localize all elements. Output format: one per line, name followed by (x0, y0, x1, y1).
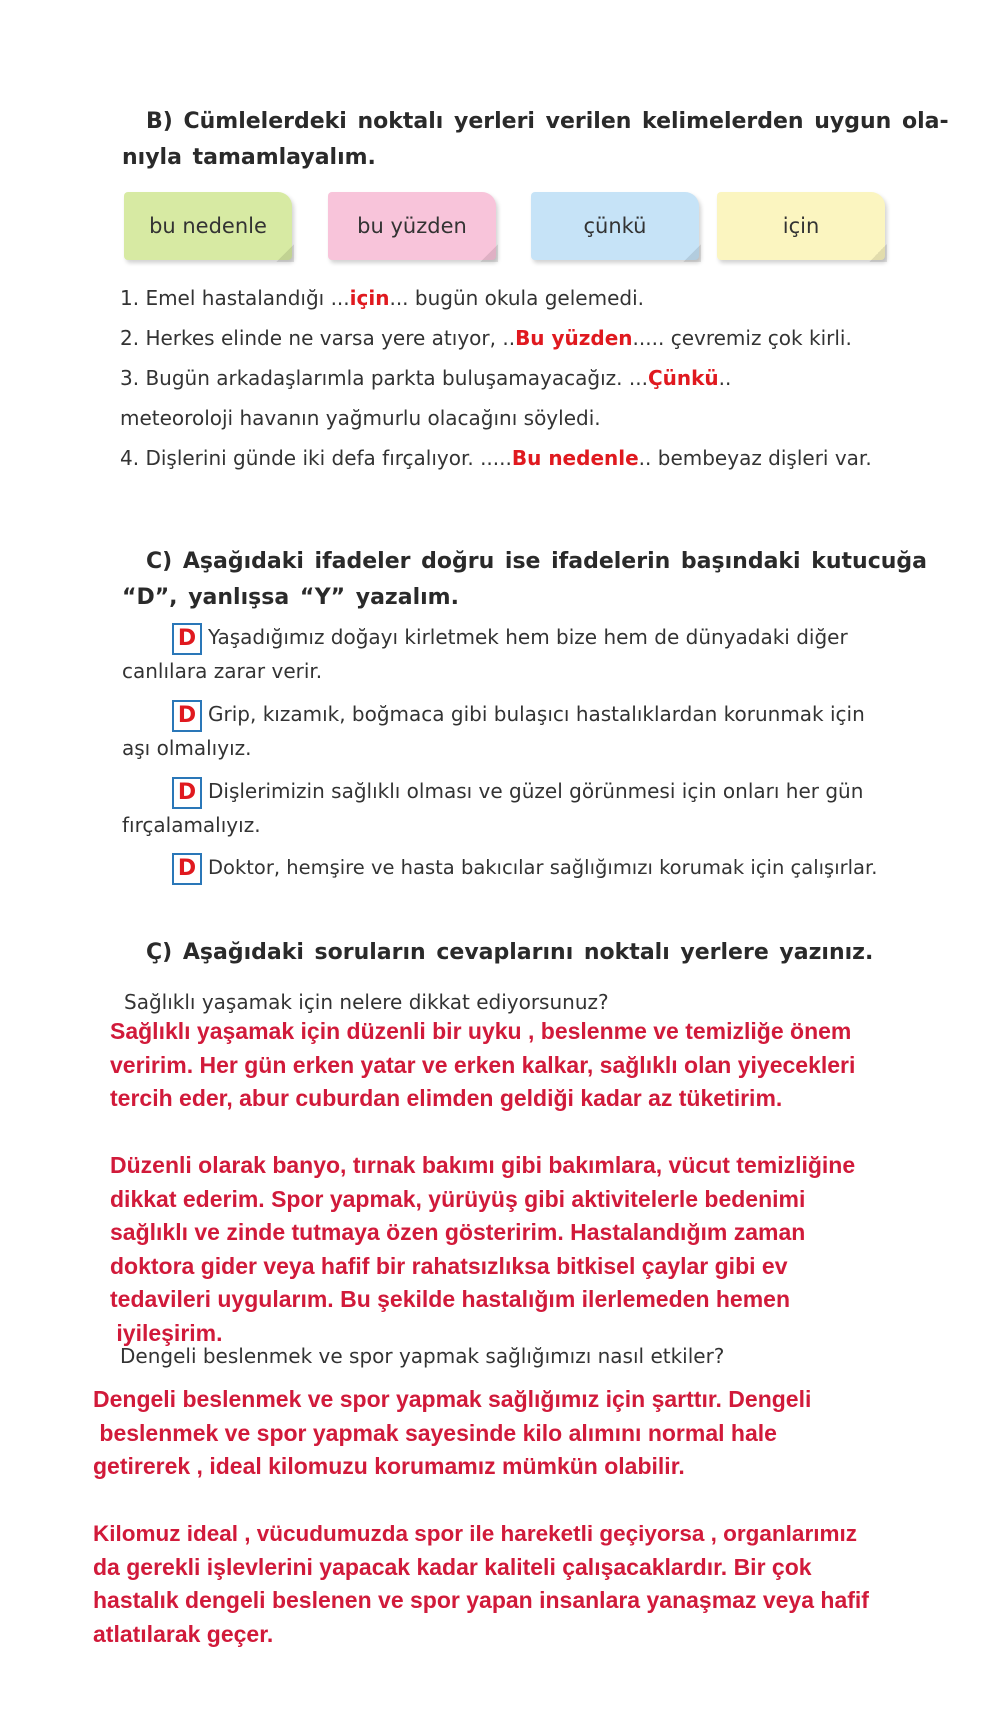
item-text: meteoroloji havanın yağmurlu olacağını söyledi. (120, 406, 601, 430)
fill-item-4 (120, 438, 872, 478)
question-2: Dengeli beslenmek ve spor yapmak sağlığımızı nasıl etkiler? (120, 1344, 725, 1368)
item-text: .. bembeyaz dişleri var. (638, 446, 872, 470)
statement-text: Dişlerimizin sağlıklı olması ve güzel görünmesi için onları her gün (208, 779, 864, 803)
word-note-bu-nedenle (124, 192, 292, 260)
answer-line: getirerek , ideal kilomuzu korumamız mümkün olabilir. (93, 1453, 685, 1479)
answer-line: dikkat ederim. Spor yapmak, yürüyüş gibi aktivitelerle bedenimi (110, 1185, 806, 1212)
word-note-bu-yuzden (328, 192, 496, 260)
tf-item-3 (172, 771, 863, 811)
item-text: ..... çevremiz çok kirli. (632, 326, 852, 350)
answer-line: sağlıklı ve zinde tutmaya özen gösteririm. Hastalandığım zaman (110, 1219, 806, 1245)
tf-item-1-cont: canlılara zarar verir. (122, 659, 323, 683)
section-cc-heading: Ç) Aşağıdaki soruların cevaplarını noktalı yerlere yazınız. (146, 940, 874, 965)
tf-item-2 (172, 694, 865, 734)
question-1: Sağlıklı yaşamak için nelere dikkat ediyorsunuz? (124, 990, 609, 1014)
answer-box[interactable]: D (172, 700, 202, 732)
answer-line: doktora gider veya hafif bir rahatsızlıksa bitkisel çaylar gibi ev (110, 1252, 788, 1279)
answer-line: Kilomuz ideal , vücudumuzda spor ile hareketli geçiyorsa , organlarımız (93, 1521, 857, 1546)
section-b-items (120, 278, 872, 478)
item-text: 1. Emel hastalandığı ... (120, 286, 350, 310)
answer-line: da gerekli işlevlerini yapacak kadar kaliteli çalışacaklardır. Bir çok (93, 1553, 812, 1580)
section-c-heading-line2: “D”, yanlışsa “Y” yazalım. (122, 585, 459, 610)
answer-line: beslenmek ve spor yapmak sayesinde kilo alımını normal hale (93, 1419, 777, 1446)
item-text: .. (718, 366, 732, 390)
answer-1 (110, 1015, 855, 1350)
answer-line: tedavileri uygularım. Bu şekilde hastalığım ilerlemeden hemen (110, 1286, 791, 1312)
filled-answer: Bu nedenle (511, 446, 639, 470)
answer-line: Dengeli beslenmek ve spor yapmak sağlığımız için şarttır. Dengeli (93, 1386, 812, 1412)
filled-answer: Bu yüzden (515, 326, 633, 350)
word-note-cunku (531, 192, 699, 260)
answer-line: hastalık dengeli beslenen ve spor yapan insanlara yanaşmaz veya hafif (93, 1587, 869, 1613)
answer-line (110, 1116, 855, 1150)
answer-box[interactable]: D (172, 853, 202, 885)
item-text: 2. Herkes elinde ne varsa yere atıyor, .. (120, 326, 516, 350)
section-b-heading-line1: B) Cümlelerdeki noktalı yerleri verilen kelimelerden uygun ola- (146, 109, 949, 134)
answer-line: tercih eder, abur cuburdan elimden geldiği kadar az tüketirim. (110, 1085, 783, 1111)
section-c-heading-line1: C) Aşağıdaki ifadeler doğru ise ifadelerin başındaki kutucuğa (146, 549, 928, 574)
statement-text: Yaşadığımız doğayı kirletmek hem bize hem de dünyadaki diğer (208, 625, 848, 649)
answer-box[interactable]: D (172, 623, 202, 655)
item-text: ... bugün okula gelemedi. (389, 286, 644, 310)
fill-item-2 (120, 318, 872, 358)
word-note-label: bu nedenle (149, 214, 267, 238)
tf-item-3-cont: fırçalamalıyız. (122, 813, 261, 837)
item-text: 4. Dişlerini günde iki defa fırçalıyor. ..... (120, 446, 512, 470)
fill-item-3 (120, 358, 872, 398)
answer-line (93, 1484, 869, 1518)
item-text: 3. Bugün arkadaşlarımla parkta buluşamayacağız. ... (120, 366, 648, 390)
fill-item-1 (120, 278, 872, 318)
answer-line: Düzenli olarak banyo, tırnak bakımı gibi bakımlara, vücut temizliğine (110, 1152, 856, 1178)
statement-text: Doktor, hemşire ve hasta bakıcılar sağlığımızı korumak için çalışırlar. (208, 856, 878, 879)
statement-text: Grip, kızamık, boğmaca gibi bulaşıcı hastalıklardan korunmak için (208, 702, 865, 726)
word-note-label: bu yüzden (357, 214, 467, 238)
word-note-label: için (782, 214, 820, 238)
answer-line: atlatılarak geçer. (93, 1620, 274, 1647)
fill-item-3-cont (120, 398, 872, 438)
word-note-label: çünkü (583, 214, 647, 238)
tf-item-2-cont: aşı olmalıyız. (122, 736, 252, 760)
section-b-heading-line2: nıyla tamamlayalım. (122, 145, 376, 170)
answer-line: iyileşirim. (110, 1319, 223, 1346)
tf-item-4 (172, 848, 877, 888)
answer-line: Sağlıklı yaşamak için düzenli bir uyku , beslenme ve temizliğe önem (110, 1018, 852, 1044)
word-note-icin (717, 192, 885, 260)
answer-2 (93, 1383, 869, 1651)
filled-answer: Çünkü (647, 366, 719, 390)
answer-line: veririm. Her gün erken yatar ve erken kalkar, sağlıklı olan yiyecekleri (110, 1051, 856, 1078)
filled-answer: için (349, 286, 390, 310)
answer-box[interactable]: D (172, 777, 202, 809)
